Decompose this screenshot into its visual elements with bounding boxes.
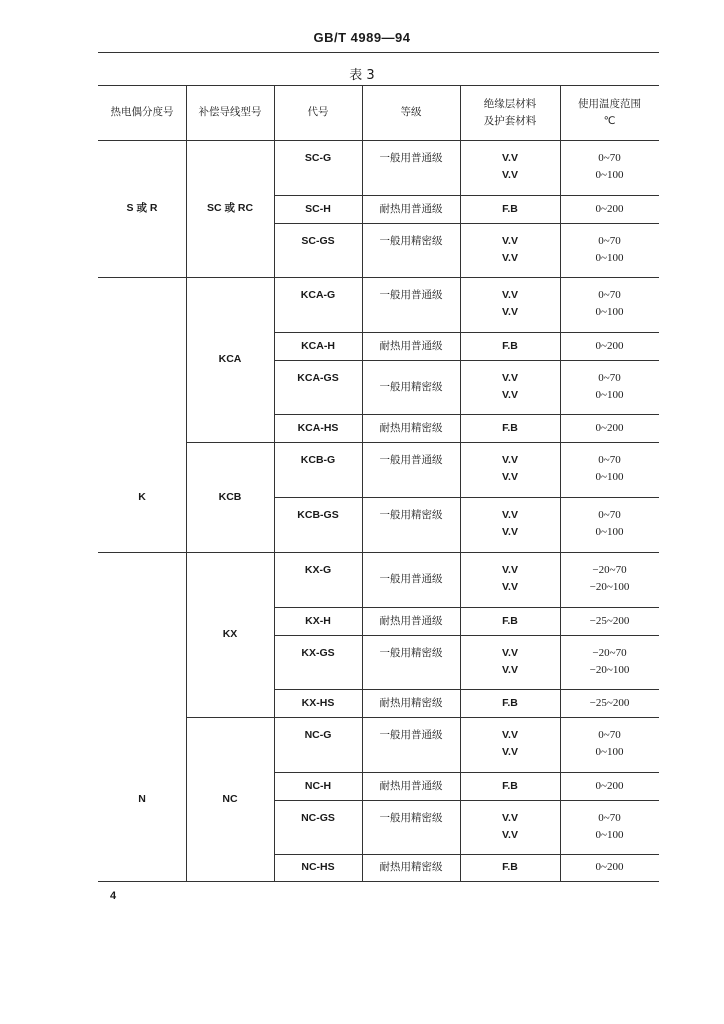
row-rule — [274, 607, 659, 608]
temperature-range-cell: 0~200 — [595, 203, 624, 215]
subgroup-rule — [186, 717, 659, 718]
group-rule — [98, 552, 659, 553]
code-cell: SC-H — [305, 203, 331, 215]
grade-cell: 一般用精密级 — [379, 509, 443, 521]
code-cell: KCA-G — [300, 289, 336, 301]
row-rule — [274, 772, 659, 773]
code-cell: KX-GS — [301, 647, 335, 659]
grade-cell: 耐热用普通级 — [379, 340, 443, 352]
insulation-cell: F.B — [502, 340, 518, 352]
code-cell: SC-GS — [301, 235, 335, 247]
temperature-range-cell: 0~70 0~100 — [595, 372, 624, 401]
insulation-cell: V.V V.V — [502, 235, 518, 264]
insulation-cell: F.B — [502, 697, 518, 709]
thermocouple-cell: K — [138, 491, 146, 503]
grade-cell: 耐热用精密级 — [379, 697, 443, 709]
thermocouple-cell: N — [138, 793, 146, 805]
code-cell: NC-H — [304, 780, 332, 792]
code-cell: NC-GS — [301, 812, 335, 824]
grade-cell: 耐热用普通级 — [379, 780, 443, 792]
code-cell: KCB-G — [300, 454, 336, 466]
temperature-range-cell: 0~200 — [595, 861, 624, 873]
insulation-cell: V.V V.V — [502, 509, 518, 538]
temperature-range-cell: −20~70 −20~100 — [589, 564, 630, 593]
wire-type-cell: KX — [222, 628, 238, 640]
column-header: 绝缘层材料 及护套材料 — [483, 98, 537, 127]
insulation-cell: F.B — [502, 861, 518, 873]
grade-cell: 一般用精密级 — [379, 812, 443, 824]
row-rule — [274, 195, 659, 196]
temperature-range-cell: −25~200 — [589, 697, 630, 709]
table-caption: 表 3 — [349, 68, 375, 83]
code-cell: NC-HS — [301, 861, 335, 873]
insulation-cell: V.V V.V — [502, 372, 518, 401]
temperature-range-cell: 0~70 0~100 — [595, 152, 624, 181]
header-rule — [98, 52, 659, 53]
insulation-cell: F.B — [502, 615, 518, 627]
table-bottom-rule — [98, 881, 659, 882]
code-cell: KCA-GS — [297, 372, 339, 384]
table-top-rule — [98, 85, 659, 86]
row-rule — [274, 497, 659, 498]
grade-cell: 耐热用精密级 — [379, 861, 443, 873]
insulation-cell: V.V V.V — [502, 152, 518, 181]
temperature-range-cell: 0~70 0~100 — [595, 235, 624, 264]
row-rule — [274, 332, 659, 333]
insulation-cell: V.V V.V — [502, 564, 518, 593]
temperature-range-cell: 0~200 — [595, 340, 624, 352]
column-header: 代号 — [307, 106, 329, 118]
temperature-range-cell: 0~200 — [595, 422, 624, 434]
code-cell: KX-G — [304, 564, 332, 576]
group-rule — [98, 277, 659, 278]
code-cell: KCB-GS — [297, 509, 339, 521]
grade-cell: 一般用普通级 — [379, 152, 443, 164]
code-cell: NC-G — [304, 729, 332, 741]
row-rule — [274, 360, 659, 361]
header-bottom-rule — [98, 140, 659, 141]
grade-cell: 一般用精密级 — [379, 235, 443, 247]
row-rule — [274, 854, 659, 855]
grade-cell: 一般用精密级 — [379, 381, 443, 393]
temperature-range-cell: 0~70 0~100 — [595, 289, 624, 318]
row-rule — [274, 635, 659, 636]
temperature-range-cell: 0~70 0~100 — [595, 729, 624, 758]
thermocouple-cell: S 或 R — [126, 202, 158, 214]
column-header: 补偿导线型号 — [198, 106, 262, 118]
insulation-cell: F.B — [502, 780, 518, 792]
insulation-cell: V.V V.V — [502, 647, 518, 676]
subgroup-rule — [186, 442, 659, 443]
code-cell: KCA-H — [301, 340, 335, 352]
code-cell: KX-HS — [301, 697, 335, 709]
column-header: 热电偶分度号 — [110, 106, 174, 118]
grade-cell: 耐热用普通级 — [379, 615, 443, 627]
page-number: 4 — [110, 890, 117, 902]
grade-cell: 一般用精密级 — [379, 647, 443, 659]
temperature-range-cell: −20~70 −20~100 — [589, 647, 630, 676]
code-cell: KX-H — [305, 615, 331, 627]
grade-cell: 一般用普通级 — [379, 289, 443, 301]
insulation-cell: F.B — [502, 203, 518, 215]
column-header: 等级 — [400, 106, 422, 118]
temperature-range-cell: 0~70 0~100 — [595, 812, 624, 841]
insulation-cell: V.V V.V — [502, 454, 518, 483]
temperature-range-cell: 0~70 0~100 — [595, 509, 624, 538]
code-cell: KCA-HS — [297, 422, 339, 434]
wire-type-cell: KCB — [218, 491, 242, 503]
wire-type-cell: NC — [222, 793, 238, 805]
wire-type-cell: SC 或 RC — [206, 202, 254, 214]
insulation-cell: V.V V.V — [502, 729, 518, 758]
grade-cell: 耐热用普通级 — [379, 203, 443, 215]
row-rule — [274, 223, 659, 224]
wire-type-cell: KCA — [218, 353, 242, 365]
insulation-cell: F.B — [502, 422, 518, 434]
grade-cell: 耐热用精密级 — [379, 422, 443, 434]
row-rule — [274, 414, 659, 415]
grade-cell: 一般用普通级 — [379, 454, 443, 466]
code-cell: SC-G — [304, 152, 332, 164]
grade-cell: 一般用普通级 — [379, 573, 443, 585]
column-header: 使用温度范围 ℃ — [578, 98, 641, 127]
standard-number-header: GB/T 4989—94 — [313, 30, 411, 45]
insulation-cell: V.V V.V — [502, 812, 518, 841]
temperature-range-cell: 0~70 0~100 — [595, 454, 624, 483]
row-rule — [274, 800, 659, 801]
grade-cell: 一般用普通级 — [379, 729, 443, 741]
insulation-cell: V.V V.V — [502, 289, 518, 318]
row-rule — [274, 689, 659, 690]
temperature-range-cell: 0~200 — [595, 780, 624, 792]
temperature-range-cell: −25~200 — [589, 615, 630, 627]
